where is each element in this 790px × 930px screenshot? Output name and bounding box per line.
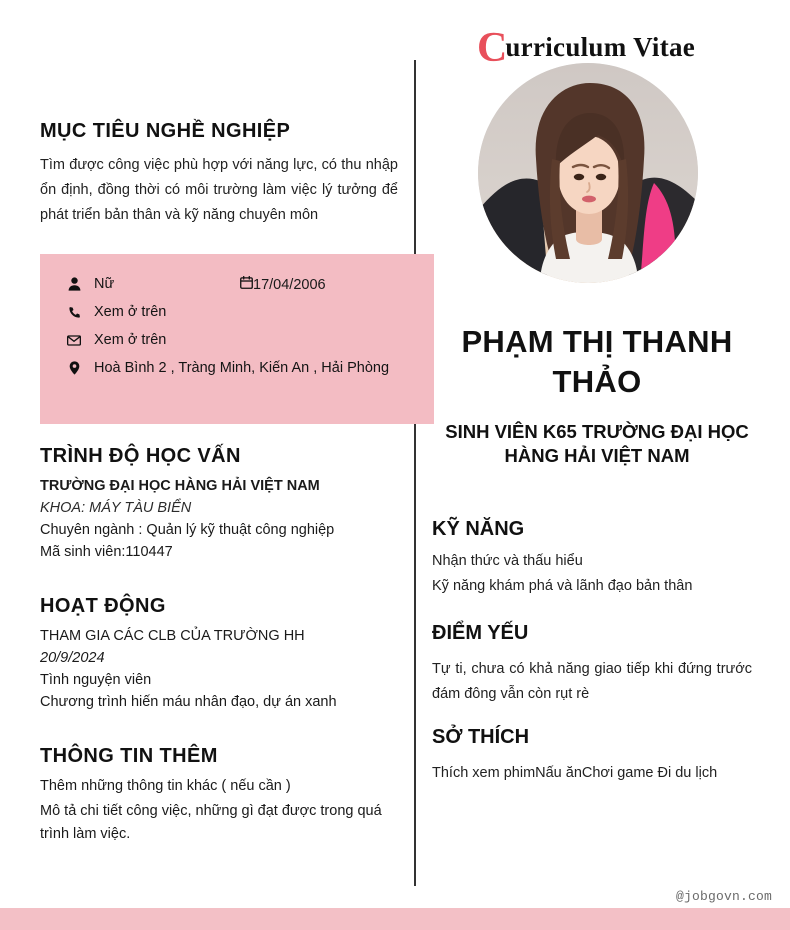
- education-faculty: KHOA: MÁY TÀU BIỂN: [40, 500, 192, 516]
- career-objective-section: [40, 120, 398, 228]
- skills-title: KỸ NĂNG: [432, 518, 525, 540]
- watermark: @jobgovn.com: [675, 889, 772, 904]
- info-value-phone: Xem ở trên: [94, 304, 167, 320]
- info-row-phone: [64, 304, 434, 320]
- career-objective-title: MỤC TIÊU NGHỀ NGHIỆP: [40, 120, 291, 142]
- location-pin-icon: [64, 361, 84, 375]
- weakness-text: Tự ti, chưa có khả năng giao tiếp khi đứng trước đám đông vẫn còn rụt rè: [432, 661, 752, 702]
- skills-section: [432, 518, 752, 603]
- cv-heading: [477, 22, 696, 71]
- activity-line-3: Chương trình hiến máu nhân đạo, dự án xanh: [40, 694, 337, 710]
- skills-item: Kỹ năng khám phá và lãnh đạo bản thân: [432, 578, 693, 594]
- activity-line-2: Tình nguyện viên: [40, 672, 152, 688]
- calendar-icon: [240, 276, 253, 293]
- info-value-birthday: 17/04/2006: [253, 276, 326, 293]
- education-school: TRƯỜNG ĐẠI HỌC HÀNG HẢI VIỆT NAM: [40, 478, 320, 494]
- person-icon: [64, 277, 84, 291]
- weakness-title: ĐIỂM YẾU: [432, 622, 529, 644]
- education-title: TRÌNH ĐỘ HỌC VẤN: [40, 445, 241, 467]
- extra-info-line: Thêm những thông tin khác ( nếu cần ): [40, 778, 291, 794]
- extra-info-note: Mô tả chi tiết công việc, những gì đạt được trong quá trình làm việc.: [40, 803, 382, 843]
- activity-section: [40, 595, 420, 710]
- info-value-gender: Nữ: [94, 276, 115, 292]
- hobby-section: [432, 726, 752, 786]
- envelope-icon: [64, 335, 84, 346]
- candidate-name: PHẠM THỊ THANH THẢO: [461, 324, 733, 399]
- profile-photo: [478, 63, 698, 283]
- extra-info-title: THÔNG TIN THÊM: [40, 745, 218, 767]
- info-row-birthday: [240, 276, 326, 293]
- hobby-text: Thích xem phimNấu ănChơi game Đi du lịch: [432, 765, 718, 781]
- info-value-email: Xem ở trên: [94, 332, 167, 348]
- personal-info-card: [40, 254, 434, 424]
- career-objective-text: Tìm được công việc phù hợp với năng lực, có thu nhập ổn định, đồng thời có môi trường làm việc lý tưởng để phát triển bản thân và kỹ năng chuyên môn: [40, 157, 398, 223]
- cv-heading-initial: C: [477, 25, 508, 71]
- info-row-address: [64, 360, 434, 376]
- education-student-id: Mã sinh viên:110447: [40, 544, 173, 560]
- weakness-section: [432, 622, 752, 707]
- activity-date: 20/9/2024: [40, 650, 105, 666]
- extra-info-section: [40, 745, 410, 846]
- hobby-title: SỞ THÍCH: [432, 726, 530, 748]
- phone-icon: [64, 306, 84, 319]
- activity-line-1: THAM GIA CÁC CLB CỦA TRƯỜNG HH: [40, 628, 305, 644]
- education-section: [40, 445, 420, 560]
- cv-heading-rest: urriculum Vitae: [505, 32, 696, 62]
- profile-photo-image: [478, 63, 698, 283]
- candidate-subtitle: SINH VIÊN K65 TRƯỜNG ĐẠI HỌC HÀNG HẢI VIỆT NAM: [445, 421, 749, 467]
- education-major: Chuyên ngành : Quản lý kỹ thuật công nghiệp: [40, 522, 335, 538]
- info-row-email: [64, 332, 434, 348]
- bottom-band: [0, 908, 790, 930]
- skills-item: Nhận thức và thấu hiểu: [432, 553, 583, 569]
- info-value-address: Hoà Bình 2 , Tràng Minh, Kiến An , Hải Phòng: [94, 360, 390, 376]
- activity-title: HOẠT ĐỘNG: [40, 595, 166, 617]
